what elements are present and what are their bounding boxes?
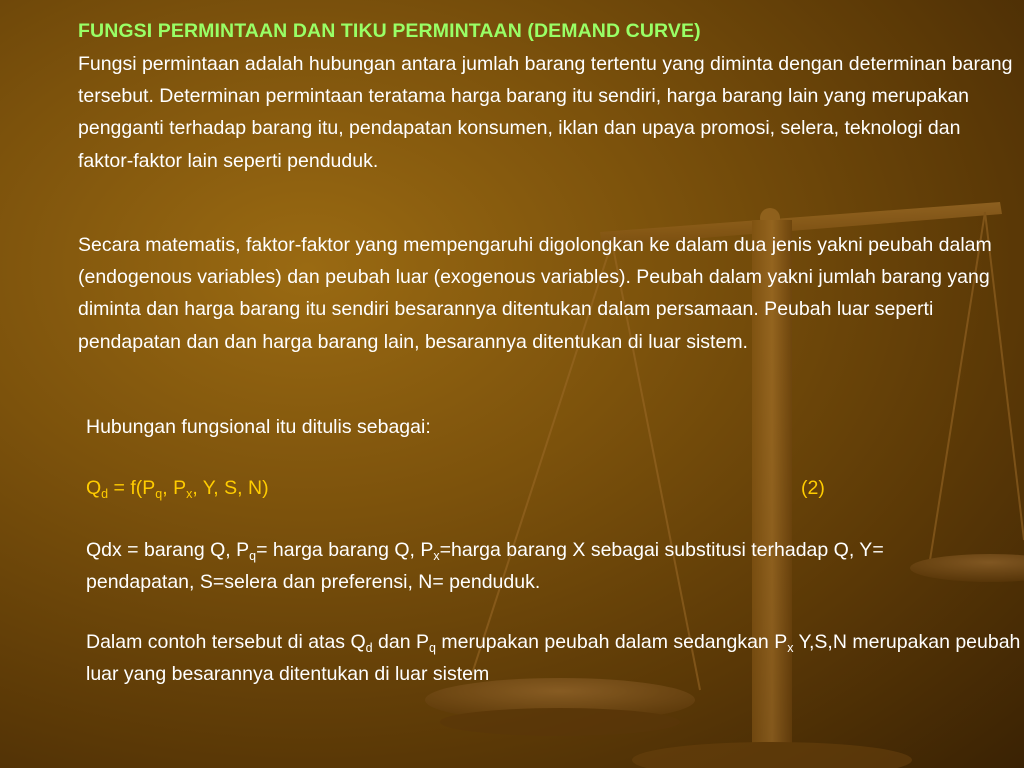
paragraph-definition: Fungsi permintaan adalah hubungan antara jumlah barang tertentu yang diminta dengan determinan barang tersebut. Determinan permintaan teratama harga barang itu sendiri, harga barang lain yang merupakan pengganti terhadap barang itu, pendapatan konsumen, iklan dan upaya promosi, selera, teknologi dan faktor-faktor lain seperti penduduk. — [78, 53, 1013, 172]
equation-rest: , Y, S, N) — [192, 477, 269, 499]
conclusion-sub1: d — [365, 641, 373, 655]
definitions-sub1: q — [249, 549, 257, 563]
conclusion-part2: dan P — [372, 631, 429, 653]
conclusion-part4: Y,S,N merupakan peubah luar yang besarannya ditentukan di luar sistem — [86, 631, 1021, 686]
equation-lhs-subscript: d — [101, 487, 109, 501]
equation-p-subscript: q — [155, 487, 163, 501]
conclusion-paragraph — [86, 626, 1024, 690]
equation-px-subscript: x — [186, 487, 193, 501]
equation-lhs: Q — [86, 477, 102, 499]
paragraph-variables: Secara matematis, faktor-faktor yang mempengaruhi digolongkan ke dalam dua jenis yakni peubah dalam (endogenous variables) dan peubah luar (exogenous variables). Peubah dalam yakni jumlah barang yang diminta dan harga barang itu sendiri besarannya ditentukan dalam persamaan. Peubah luar seperti pendapatan dan dan harga barang lain, besarannya ditentukan di luar sistem. — [78, 234, 992, 353]
conclusion-sub3: x — [787, 641, 794, 655]
equation-number: (2) — [801, 477, 825, 499]
equation-prefix: = f(P — [108, 477, 156, 499]
definitions-part1: Qdx = barang Q, P — [86, 539, 250, 561]
slide-title: FUNGSI PERMINTAAN DAN TIKU PERMINTAAN (DEMAND CURVE) — [78, 20, 701, 42]
equation-comma: , P — [162, 477, 187, 499]
demand-equation — [86, 472, 269, 504]
definitions-part3: =harga barang X sebagai substitusi terhadap Q, Y= pendapatan, S=selera dan preferensi, N= penduduk. — [86, 539, 884, 594]
equation-intro: Hubungan fungsional itu ditulis sebagai: — [86, 416, 431, 438]
variable-definitions — [86, 534, 986, 598]
definitions-sub2: x — [433, 549, 440, 563]
conclusion-part3: merupakan peubah dalam sedangkan P — [435, 631, 788, 653]
definitions-part2: = harga barang Q, P — [256, 539, 434, 561]
conclusion-part1: Dalam contoh tersebut di atas Q — [86, 631, 366, 653]
conclusion-sub2: q — [429, 641, 436, 655]
